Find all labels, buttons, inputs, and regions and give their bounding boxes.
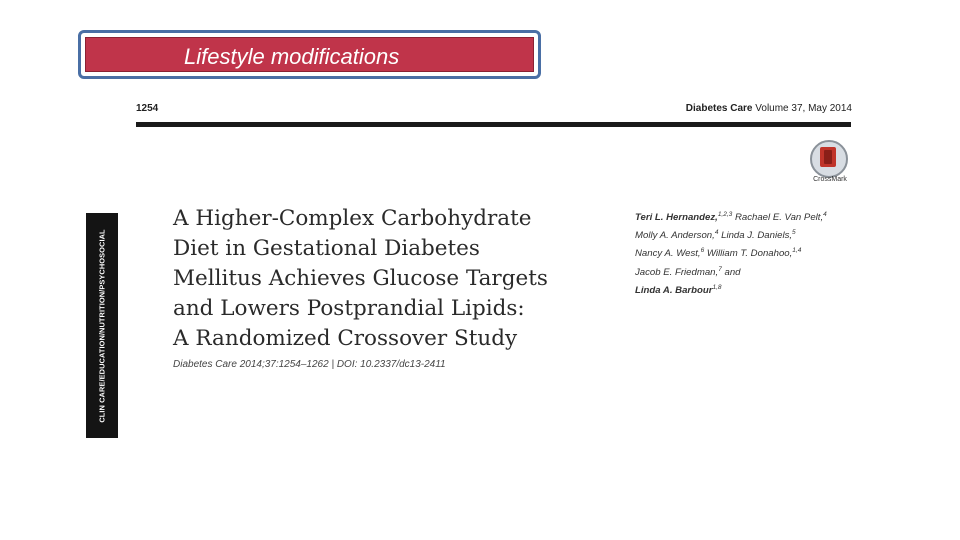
author-line [635,280,827,298]
author-line [635,243,827,261]
header-rule [136,122,851,127]
author-name: Nancy A. West, [635,248,701,260]
author-affiliation: 5 [792,229,796,237]
paper-title-line: Diet in Gestational Diabetes [173,236,480,261]
author-line [635,262,827,280]
section-side-bar [86,213,118,438]
crossmark-label: CrossMark [813,176,847,183]
author-affiliation: 4 [823,211,827,218]
crossmark-logo[interactable] [804,140,852,186]
author-affiliation: 7 [718,265,722,273]
author-affiliation: 1,4 [792,247,802,255]
author-name: Linda J. Daniels, [721,230,793,242]
bookmark-icon [820,147,836,167]
paper-title-line: Mellitus Achieves Glucose Targets [173,266,548,291]
paper-title [173,204,623,354]
journal-name: Diabetes Care [685,103,753,114]
author-name: Teri L. Hernandez, [635,212,718,224]
author-affiliation: 1,8 [712,283,722,291]
page-number: 1254 [136,103,159,114]
paper-header [136,103,852,119]
paper-title-line: A Higher-Complex Carbohydrate [173,206,532,231]
author-line [635,207,827,225]
author-line [635,225,827,243]
author-affiliation: 6 [700,247,705,255]
journal-info [686,103,852,114]
author-list [635,207,827,298]
author-name: Jacob E. Friedman, [635,266,719,278]
author-name: Rachael E. Van Pelt, [734,212,824,224]
paper-title-line: A Randomized Crossover Study [173,326,518,351]
author-name: Linda A. Barbour [635,284,713,296]
author-affiliation: 1,2,3 [717,211,733,218]
paper-citation: Diabetes Care 2014;37:1254–1262 | DOI: 10.2337/dc13-2411 [173,359,446,370]
slide-title: Lifestyle modifications [85,37,534,72]
slide-title-box [78,30,541,79]
section-label: CLIN CARE/EDUCATION/NUTRITION/PSYCHOSOCIAL [97,228,107,423]
author-affiliation: 4 [714,229,719,237]
journal-volume: Volume 37, May 2014 [755,103,852,114]
author-conjunction: and [724,266,741,278]
author-name: Molly A. Anderson, [635,230,715,242]
paper-title-line: and Lowers Postprandial Lipids: [173,296,525,321]
author-name: William T. Donahoo, [706,248,793,260]
